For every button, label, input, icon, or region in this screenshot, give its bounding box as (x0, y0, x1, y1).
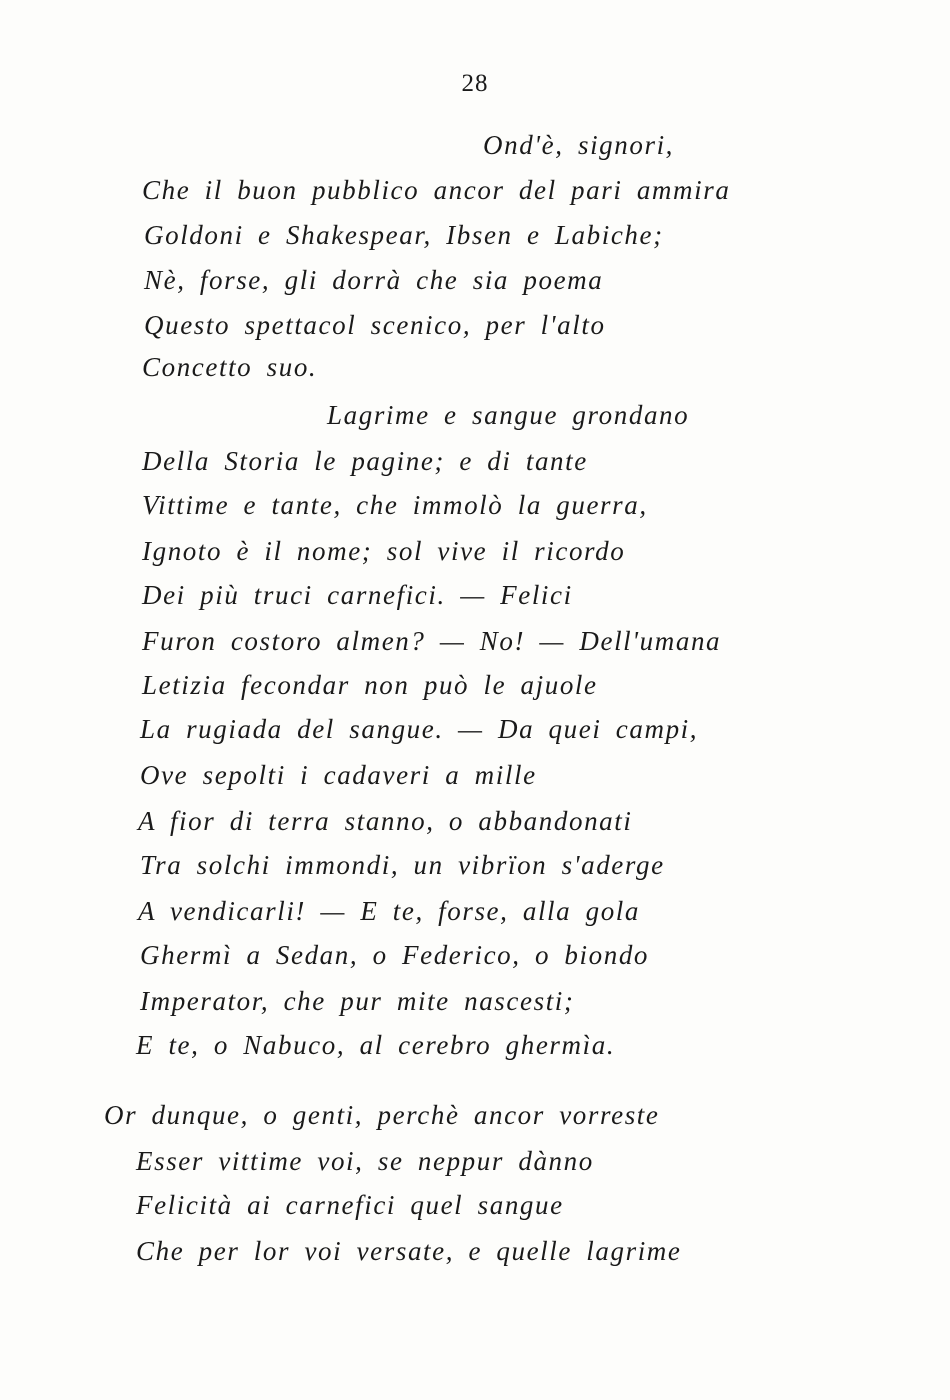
verse-line: Che il buon pubblico ancor del pari ammira (142, 175, 731, 205)
verse-line: Or dunque, o genti, perchè ancor vorreste (104, 1100, 660, 1130)
page-number: 28 (461, 70, 489, 97)
verse-line: Ghermì a Sedan, o Federico, o biondo (140, 940, 650, 970)
verse-line: Goldoni e Shakespear, Ibsen e Labiche; (144, 220, 664, 250)
verse-line: A vendicarli! — E te, forse, alla gola (138, 896, 640, 926)
verse-line: Ignoto è il nome; sol vive il ricordo (142, 536, 626, 566)
verse-line: Felicità ai carnefici quel sangue (136, 1190, 564, 1220)
verse-line: A fior di terra stanno, o abbandonati (138, 806, 633, 836)
verse-line: Tra solchi immondi, un vibrïon s'aderge (140, 850, 665, 880)
verse-line: Imperator, che pur mite nascesti; (140, 986, 575, 1016)
verse-line: Ond'è, signori, (483, 130, 675, 160)
verse-line: Della Storia le pagine; e di tante (142, 446, 588, 476)
verse-line: Nè, forse, gli dorrà che sia poema (144, 265, 604, 295)
verse-line: E te, o Nabuco, al cerebro ghermìa. (136, 1030, 616, 1060)
verse-line: Lagrime e sangue grondano (327, 400, 690, 430)
verse-line: Dei più truci carnefici. — Felici (142, 580, 573, 610)
verse-line: Furon costoro almen? — No! — Dell'umana (142, 626, 722, 656)
verse-line: Che per lor voi versate, e quelle lagrime (136, 1236, 682, 1266)
verse-line: La rugiada del sangue. — Da quei campi, (140, 714, 699, 744)
verse-line: Vittime e tante, che immolò la guerra, (142, 490, 648, 520)
verse-line: Esser vittime voi, se neppur dànno (136, 1146, 594, 1176)
verse-line: Questo spettacol scenico, per l'alto (144, 310, 606, 340)
verse-line: Letizia fecondar non può le ajuole (142, 670, 598, 700)
verse-line: Ove sepolti i cadaveri a mille (140, 760, 537, 790)
verse-line: Concetto suo. (142, 352, 318, 382)
